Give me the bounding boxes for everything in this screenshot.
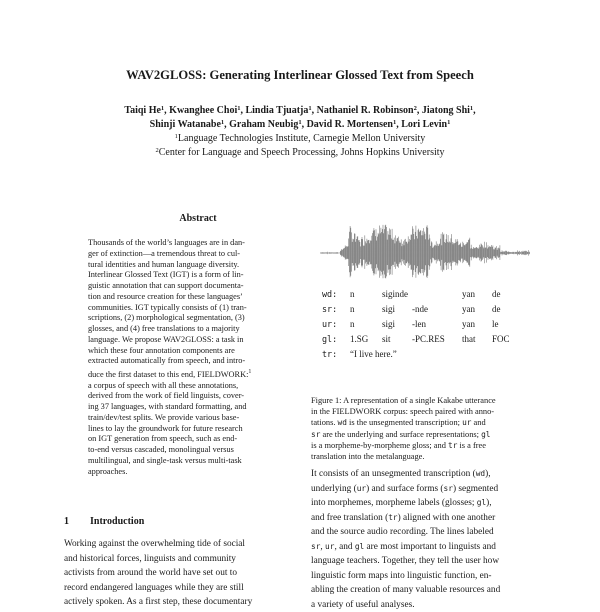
body-line: linguistic form maps into linguistic function, en- [311,569,551,584]
abstract-line: Thousands of the world’s languages are in dan- [88,238,303,249]
igt-row [322,347,582,362]
author-line-2 [40,118,560,132]
body-line: and free translation (tr) aligned with one another [311,511,551,526]
body-line: sr, ur, and gl are most important to linguists and [311,540,551,555]
abstract-line: tion and resource creation for these languages’ [88,292,303,303]
igt-cell: -nde [412,302,428,317]
abstract-line: train/dev/test splits. We provide various base- [88,413,303,424]
abstract-line: approaches. [88,467,303,478]
caption-line: Figure 1: A representation of a single Kakabe utterance [311,395,543,406]
author-name: Taiqi He$^1$, [124,105,169,116]
right-column-body [311,467,551,612]
abstract-line: duce the first dataset to this end, FIELDWORK:$^1$ [88,367,303,381]
igt-tier-label: wd: [322,287,337,302]
author-name: Graham Neubig$^1$, [229,119,306,130]
section-number: 1 [64,516,90,527]
abstract-line: ger of extinction—a tremendous threat to cul- [88,249,303,260]
igt-tier-label: gl: [322,332,337,347]
igt-cell: sigi [382,302,395,317]
caption-line: in the FIELDWORK corpus: speech paired with anno- [311,406,543,417]
igt-cell: siginde [382,287,408,302]
abstract-line: guistic annotation that can support documenta- [88,281,303,292]
igt-cell: sigi [382,317,395,332]
igt-cell: yan [462,287,475,302]
caption-line: sr are the underlying and surface representations; gl [311,429,543,440]
paper-title [0,68,600,83]
author-name: Lindia Tjuatja$^1$, [245,105,316,116]
body-line: activists from around the world have set out to [64,566,304,581]
abstract-heading: Abstract [88,213,308,224]
abstract-line: scriptions, (2) morphological segmentation, (3) [88,313,303,324]
igt-row [322,287,582,302]
abstract-line: language. We propose WAV2GLOSS: a task in [88,335,303,346]
abstract-line: Interlinear Glossed Text (IGT) is a form of lin- [88,270,303,281]
igt-cell: “I live here.” [350,347,397,362]
igt-cell: 1.SG [350,332,368,347]
waveform-trace [320,225,530,279]
igt-tier-label: sr: [322,302,337,317]
igt-cell: that [462,332,476,347]
author-block [40,104,560,160]
section-title: Introduction [90,516,144,527]
body-line: abling the creation of many valuable resources and [311,583,551,598]
author-name: Lori Levin$^1$ [401,119,450,130]
igt-tier-label: tr: [322,347,337,362]
abstract-line: which these four annotation components are [88,346,303,357]
introduction-heading [64,516,144,527]
igt-cell: n [350,302,355,317]
igt-cell: -len [412,317,426,332]
caption-line: translation into the metalanguage. [311,451,543,462]
igt-cell: n [350,317,355,332]
abstract-line: communities. IGT typically consists of (1) tran- [88,303,303,314]
paper-title-rest: : Generating Interlinear Glossed Text from Speech [202,68,474,82]
author-name: Kwanghee Choi$^1$, [169,105,245,116]
author-name: Shinji Watanabe$^1$, [150,119,229,130]
igt-gloss-table [322,287,582,362]
igt-cell: n [350,287,355,302]
abstract-line: to-end versus cascaded, monolingual versus [88,445,303,456]
body-line: It consists of an unsegmented transcription (wd), [311,467,551,482]
body-line: language teachers. Together, they tell the user how [311,554,551,569]
caption-line: is a morpheme-by-morpheme gloss; and tr is a free [311,440,543,451]
igt-cell: de [492,302,501,317]
affiliation-2: $^2$Center for Language and Speech Processing, Johns Hopkins University [40,146,560,160]
body-line: actively spoken. As a first step, these documentary [64,595,304,610]
igt-row [322,302,582,317]
abstract-line: on IGT generation from speech, such as end- [88,434,303,445]
body-line: and the source audio recording. The lines labeled [311,525,551,540]
introduction-body [64,537,304,610]
author-name: David R. Mortensen$^1$, [307,119,402,130]
igt-tier-label: ur: [322,317,337,332]
speech-waveform-image [320,222,530,284]
igt-cell: -PC.RES [412,332,445,347]
figure-caption [311,395,543,462]
body-line: a variety of useful analyses. [311,598,551,612]
body-line: underlying (ur) and surface forms (sr) segmented [311,482,551,497]
abstract-line: multilingual, and single-task versus multi-task [88,456,303,467]
abstract-line: tural identities and human language diversity. [88,260,303,271]
abstract-line: derived from the work of field linguists, cover- [88,391,303,402]
igt-cell: sit [382,332,391,347]
author-name: Nathaniel R. Robinson$^2$, [317,105,422,116]
igt-cell: FOC [492,332,510,347]
author-name: Jiatong Shi$^1$ [422,105,473,116]
igt-cell: de [492,287,501,302]
igt-cell: yan [462,302,475,317]
abstract-line: a corpus of speech with all these annotations, [88,381,303,392]
body-line: into morphemes, morpheme labels (glosses; gl), [311,496,551,511]
body-line: Working against the overwhelming tide of social [64,537,304,552]
igt-cell: yan [462,317,475,332]
author-line-1: Taiqi He$^1$, Kwanghee Choi$^1$, Lindia Tjuatja$^1$, Nathaniel R. Robinson$^2$, Jiatong Shi$^1$, [40,104,560,118]
affiliation-1: $^1$Language Technologies Institute, Carnegie Mellon University [40,132,560,146]
abstract-line: ing 37 languages, with standard formatting, and [88,402,303,413]
igt-cell: le [492,317,499,332]
caption-line: tations. wd is the unsegmented transcription; ur and [311,417,543,428]
igt-row [322,317,582,332]
paper-title-name: WAV2GLOSS [126,68,202,82]
abstract-line: lines to lay the groundwork for future research [88,424,303,435]
abstract-line: extracted automatically from speech, and intro- [88,356,303,367]
body-line: and historical forces, linguists and community [64,552,304,567]
abstract-body [88,238,303,477]
igt-row [322,332,582,347]
abstract-line: glosses, and (4) free translations to a majority [88,324,303,335]
body-line: record endangered languages while they are still [64,581,304,596]
